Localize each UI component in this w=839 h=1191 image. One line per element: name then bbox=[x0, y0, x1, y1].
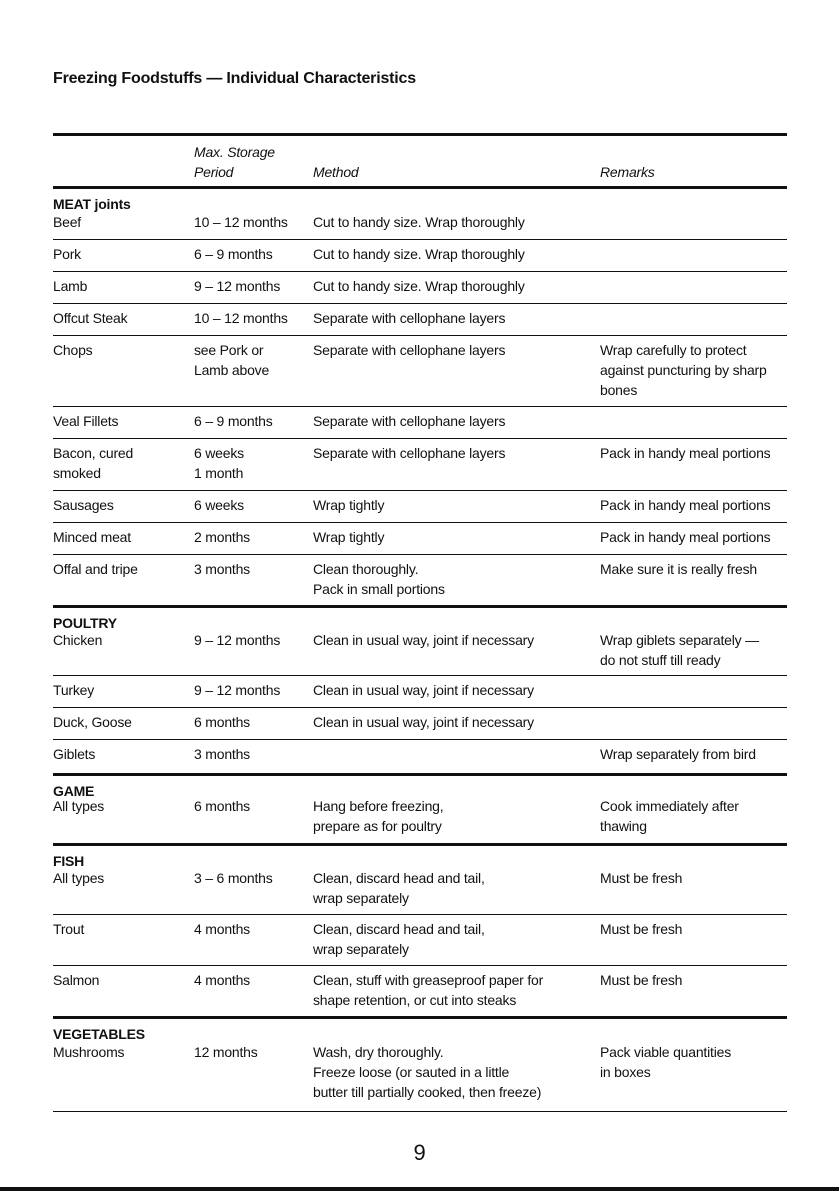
row-divider bbox=[53, 522, 787, 523]
row-method: Wash, dry thoroughly. Freeze loose (or sauted in a little butter till partially cooked, then freeze) bbox=[313, 1044, 542, 1100]
row-method: Clean in usual way, joint if necessary bbox=[313, 682, 534, 698]
row-divider bbox=[53, 303, 787, 304]
row-remarks: Must be fresh bbox=[600, 972, 683, 988]
row-item-name: Salmon bbox=[53, 972, 100, 988]
section-title: GAME bbox=[53, 783, 95, 799]
row-divider bbox=[53, 965, 787, 966]
row-item-name: All types bbox=[53, 798, 105, 814]
row-item-name: Bacon, cured smoked bbox=[53, 445, 134, 481]
row-storage-period: 3 months bbox=[194, 561, 250, 577]
section-title: MEAT joints bbox=[53, 196, 131, 212]
row-method: Separate with cellophane layers bbox=[313, 310, 506, 326]
row-storage-period: 9 – 12 months bbox=[194, 632, 281, 648]
row-remarks: Must be fresh bbox=[600, 921, 683, 937]
row-method: Cut to handy size. Wrap thoroughly bbox=[313, 214, 525, 230]
section-title: FISH bbox=[53, 853, 85, 869]
header-method: Method bbox=[313, 164, 359, 180]
header-remarks: Remarks bbox=[600, 164, 655, 180]
row-method: Clean in usual way, joint if necessary bbox=[313, 714, 534, 730]
row-remarks: Must be fresh bbox=[600, 870, 683, 886]
row-storage-period: 6 weeks 1 month bbox=[194, 445, 244, 481]
row-divider bbox=[53, 739, 787, 740]
row-storage-period: 3 – 6 months bbox=[194, 870, 273, 886]
section-title: VEGETABLES bbox=[53, 1026, 145, 1042]
row-item-name: Offcut Steak bbox=[53, 310, 128, 326]
row-item-name: Pork bbox=[53, 246, 81, 262]
row-method: Separate with cellophane layers bbox=[313, 445, 506, 461]
row-divider bbox=[53, 675, 787, 676]
row-remarks: Wrap carefully to protect against puncturing by sharp bones bbox=[600, 342, 767, 398]
section-rule bbox=[53, 843, 787, 846]
row-divider bbox=[53, 490, 787, 491]
row-method: Cut to handy size. Wrap thoroughly bbox=[313, 278, 525, 294]
row-storage-period: 12 months bbox=[194, 1044, 258, 1060]
header-storage-period: Max. Storage Period bbox=[194, 144, 275, 180]
row-item-name: Lamb bbox=[53, 278, 88, 294]
section-rule bbox=[53, 605, 787, 608]
row-item-name: Chicken bbox=[53, 632, 103, 648]
row-item-name: Turkey bbox=[53, 682, 95, 698]
table-bottom-rule bbox=[53, 1111, 787, 1112]
row-storage-period: see Pork or Lamb above bbox=[194, 342, 270, 378]
row-remarks: Pack viable quantities in boxes bbox=[600, 1044, 732, 1080]
row-method: Clean thoroughly. Pack in small portions bbox=[313, 561, 445, 597]
row-item-name: Chops bbox=[53, 342, 93, 358]
row-storage-period: 10 – 12 months bbox=[194, 214, 288, 230]
row-storage-period: 4 months bbox=[194, 972, 250, 988]
row-storage-period: 2 months bbox=[194, 529, 250, 545]
row-item-name: Trout bbox=[53, 921, 85, 937]
row-item-name: Giblets bbox=[53, 746, 96, 762]
row-method: Separate with cellophane layers bbox=[313, 342, 506, 358]
row-storage-period: 6 months bbox=[194, 798, 250, 814]
row-divider bbox=[53, 914, 787, 915]
row-item-name: Beef bbox=[53, 214, 81, 230]
row-method: Clean, discard head and tail, wrap separately bbox=[313, 870, 485, 906]
row-storage-period: 10 – 12 months bbox=[194, 310, 288, 326]
page-bottom-border bbox=[0, 1187, 839, 1191]
row-divider bbox=[53, 438, 787, 439]
row-remarks: Wrap separately from bird bbox=[600, 746, 756, 762]
section-rule bbox=[53, 773, 787, 776]
row-remarks: Cook immediately after thawing bbox=[600, 798, 739, 834]
row-item-name: Sausages bbox=[53, 497, 114, 513]
row-item-name: All types bbox=[53, 870, 105, 886]
row-divider bbox=[53, 707, 787, 708]
row-remarks: Wrap giblets separately — do not stuff till ready bbox=[600, 632, 759, 668]
row-item-name: Veal Fillets bbox=[53, 413, 119, 429]
row-divider bbox=[53, 271, 787, 272]
section-title: POULTRY bbox=[53, 615, 117, 631]
row-method: Clean, stuff with greaseproof paper for shape retention, or cut into steaks bbox=[313, 972, 544, 1008]
row-storage-period: 9 – 12 months bbox=[194, 682, 281, 698]
row-method: Hang before freezing, prepare as for poultry bbox=[313, 798, 444, 834]
row-storage-period: 9 – 12 months bbox=[194, 278, 281, 294]
row-storage-period: 6 – 9 months bbox=[194, 413, 273, 429]
row-method: Cut to handy size. Wrap thoroughly bbox=[313, 246, 525, 262]
row-method: Clean in usual way, joint if necessary bbox=[313, 632, 534, 648]
page-title: Freezing Foodstuffs — Individual Characteristics bbox=[53, 70, 416, 87]
row-divider bbox=[53, 554, 787, 555]
row-divider bbox=[53, 335, 787, 336]
row-item-name: Mushrooms bbox=[53, 1044, 125, 1060]
row-method: Clean, discard head and tail, wrap separately bbox=[313, 921, 485, 957]
table-top-rule bbox=[53, 133, 787, 136]
section-rule bbox=[53, 1016, 787, 1019]
row-remarks: Pack in handy meal portions bbox=[600, 445, 771, 461]
row-method: Wrap tightly bbox=[313, 497, 385, 513]
row-method: Separate with cellophane layers bbox=[313, 413, 506, 429]
row-method: Wrap tightly bbox=[313, 529, 385, 545]
section-rule bbox=[53, 186, 787, 189]
row-divider bbox=[53, 406, 787, 407]
row-item-name: Duck, Goose bbox=[53, 714, 132, 730]
row-item-name: Offal and tripe bbox=[53, 561, 138, 577]
row-storage-period: 6 weeks bbox=[194, 497, 244, 513]
row-remarks: Pack in handy meal portions bbox=[600, 529, 771, 545]
row-storage-period: 6 – 9 months bbox=[194, 246, 273, 262]
row-storage-period: 3 months bbox=[194, 746, 250, 762]
row-storage-period: 6 months bbox=[194, 714, 250, 730]
row-item-name: Minced meat bbox=[53, 529, 131, 545]
row-divider bbox=[53, 239, 787, 240]
row-remarks: Pack in handy meal portions bbox=[600, 497, 771, 513]
page-number: 9 bbox=[413, 1140, 426, 1165]
row-remarks: Make sure it is really fresh bbox=[600, 561, 758, 577]
row-storage-period: 4 months bbox=[194, 921, 250, 937]
